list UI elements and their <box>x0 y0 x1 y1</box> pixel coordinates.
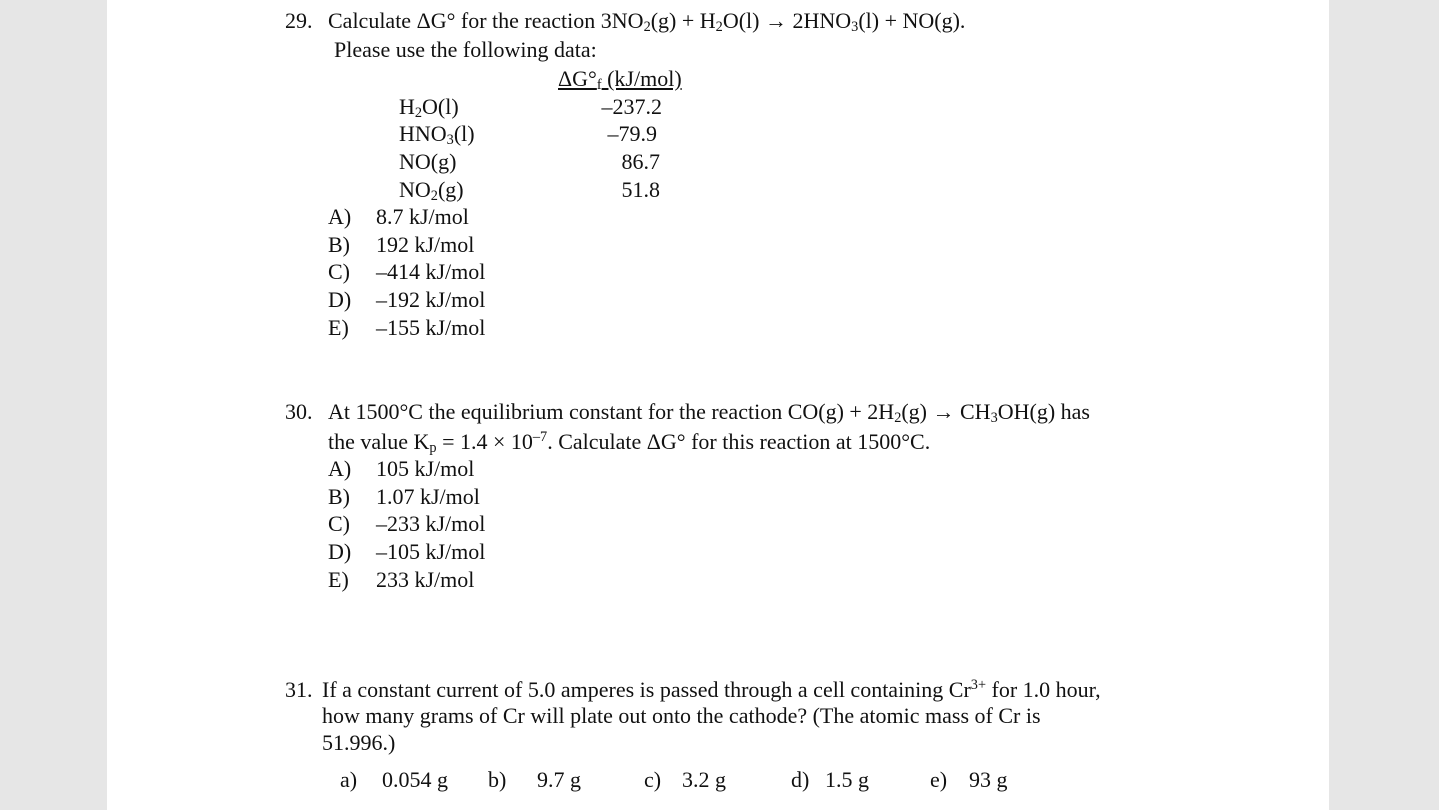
q31-choice-text: 9.7 g <box>537 767 581 792</box>
q30-choice-text: 105 kJ/mol <box>376 456 475 481</box>
q31-number: 31. <box>285 677 313 702</box>
q29-species: $HNO_3(l)$ <box>399 121 475 149</box>
q30-choice-letter: C) <box>328 511 350 536</box>
q29-value: 86.7 <box>621 149 660 174</box>
q29-species: $NO_2(g)$ <box>399 177 464 205</box>
q31-stem-line3: 51.996.) <box>322 730 396 755</box>
q31-choice-letter: a) <box>340 767 358 792</box>
q29-stem: Calculate ΔG° for the reaction $3NO_2(g) + H_2O(l) \to 2HNO_3(l) + NO(g)$. <box>328 8 966 36</box>
q29-species: NO(g) <box>399 149 457 174</box>
q31-choice-letter: e) <box>930 767 948 792</box>
q30-choice-text: –105 kJ/mol <box>376 539 486 564</box>
q29-table-header: $\Delta G^\circ_f$ (kJ/mol) <box>558 66 682 94</box>
q30-stem-line2: the value $K_p = 1.4 \times 10^{-7}$. Calculate ΔG° for this reaction at 1500°C. <box>328 429 931 457</box>
q31-choice-text: 3.2 g <box>682 767 726 792</box>
q31-choice-text: 1.5 g <box>825 767 869 792</box>
q29-value: –79.9 <box>607 121 657 146</box>
q30-choice-letter: B) <box>328 484 350 509</box>
q31-choice-text: 0.054 g <box>382 767 448 792</box>
q29-choice-text: 192 kJ/mol <box>376 232 475 257</box>
q29-choice-text: –192 kJ/mol <box>376 287 486 312</box>
q30-choice-text: 233 kJ/mol <box>376 567 475 592</box>
q30-choice-letter: E) <box>328 567 349 592</box>
q31-choice-text: 93 g <box>969 767 1008 792</box>
q29-choice-letter: E) <box>328 315 349 340</box>
q31-choice-letter: c) <box>644 767 662 792</box>
q30-stem-line1: At 1500°C the equilibrium constant for the reaction $CO(g) + 2H_2(g) \to CH_3OH(g)$ has <box>328 399 1090 427</box>
q29-number: 29. <box>285 8 313 33</box>
q31-choice-letter: b) <box>488 767 507 792</box>
q29-value: 51.8 <box>621 177 660 202</box>
q29-value: –237.2 <box>601 94 662 119</box>
q29-choice-letter: A) <box>328 204 352 229</box>
q29-choice-letter: D) <box>328 287 352 312</box>
q31-stem-line2: how many grams of Cr will plate out onto the cathode? (The atomic mass of Cr is <box>322 703 1041 728</box>
q30-choice-letter: A) <box>328 456 352 481</box>
q29-choice-letter: C) <box>328 259 350 284</box>
q29-choice-text: –155 kJ/mol <box>376 315 486 340</box>
q29-choice-text: –414 kJ/mol <box>376 259 486 284</box>
q30-choice-text: 1.07 kJ/mol <box>376 484 480 509</box>
q30-choice-letter: D) <box>328 539 352 564</box>
q30-number: 30. <box>285 399 313 424</box>
q29-choice-letter: B) <box>328 232 350 257</box>
q29-instruction: Please use the following data: <box>334 37 597 62</box>
q30-choice-text: –233 kJ/mol <box>376 511 486 536</box>
q31-stem-line1: If a constant current of 5.0 amperes is passed through a cell containing $Cr^{3+}$ for 1.0 hour, <box>322 677 1101 702</box>
document-page <box>107 0 1329 810</box>
q29-species: $H_2O(l)$ <box>399 94 459 122</box>
q29-choice-text: 8.7 kJ/mol <box>376 204 469 229</box>
q31-choice-letter: d) <box>791 767 810 792</box>
